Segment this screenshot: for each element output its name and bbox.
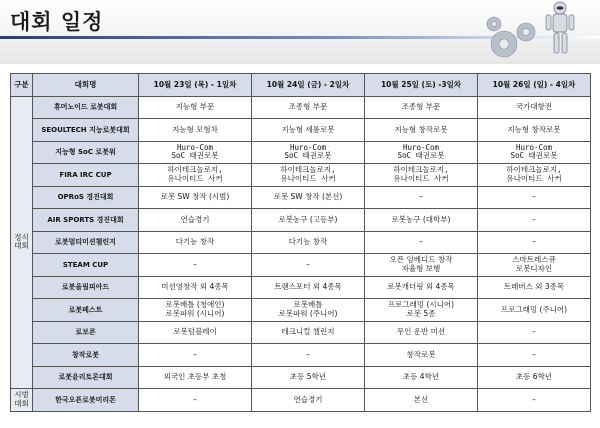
header-contest-name: 대회명 [33,74,139,97]
schedule-cell-day3: 오픈 임베디드 창작 자율형 보행 [365,254,478,277]
table-row [11,186,591,209]
contest-name: 창작로봇 [33,344,139,367]
table-row [11,321,591,344]
contest-name: 로봇멀티미션챌린지 [33,231,139,254]
table-header-row [11,74,591,97]
schedule-cell-day3: 초등 4학년 [365,366,478,389]
schedule-cell-day4: 프로그래밍 (주니어) [478,299,591,322]
schedule-cell-day3: 무인 운반 미션 [365,321,478,344]
schedule-cell-day1: – [139,389,252,412]
schedule-cell-day1: 미션영창작 외 4종목 [139,276,252,299]
schedule-cell-day3: 조종형 부문 [365,96,478,119]
contest-name: 로봇페스트 [33,299,139,322]
schedule-cell-day1: 로봇 SW 창작 (시범) [139,186,252,209]
schedule-cell-day3: 로봇개더링 외 4종목 [365,276,478,299]
contest-name: AIR SPORTS 경진대회 [33,209,139,232]
schedule-cell-day4: 스마트레스큐 로봇디자인 [478,254,591,277]
schedule-cell-day2: 로봇배틀 로봇파워 (주니어) [252,299,365,322]
table-row-demo [11,389,591,412]
schedule-cell-day2: 다기능 창작 [252,231,365,254]
table-row [11,254,591,277]
schedule-cell-day1: 지능형 부문 [139,96,252,119]
header-day1: 10월 23일 (목) - 1일차 [139,74,252,97]
schedule-cell-day1: 로봇배틀 (청애인) 로봇파워 (시니어) [139,299,252,322]
header-day2: 10월 24일 (금) - 2일차 [252,74,365,97]
schedule-cell-day3: – [365,186,478,209]
schedule-cell-day1: 로봇텀블레이 [139,321,252,344]
schedule-cell-day2: 조종형 부문 [252,96,365,119]
schedule-cell-day4: 초등 6학년 [478,366,591,389]
schedule-cell-day4: – [478,321,591,344]
schedule-cell-day3: 본선 [365,389,478,412]
contest-name: 로보콘 [33,321,139,344]
schedule-cell-day3: Huro-Com SoC 태권로봇 [365,141,478,164]
table-row [11,209,591,232]
schedule-cell-day2: 초등 5학년 [252,366,365,389]
schedule-cell-day4: 트래버스 외 3종목 [478,276,591,299]
contest-name: OPRoS 경진대회 [33,186,139,209]
schedule-cell-day4: – [478,344,591,367]
table-row [11,344,591,367]
schedule-cell-day2: 로봇 SW 창작 (본선) [252,186,365,209]
header-day4: 10월 26일 (일) - 4일차 [478,74,591,97]
schedule-cell-day1: 외국인 초등부 초청 [139,366,252,389]
table-row [11,299,591,322]
schedule-cell-day3: 하이테크놀로지, 유나이티드 사커 [365,164,478,187]
schedule-cell-day2: 트랜스포터 외 4종목 [252,276,365,299]
schedule-table-wrapper [10,73,590,412]
schedule-cell-day1: – [139,254,252,277]
table-row [11,276,591,299]
schedule-cell-day2: 테크니컬 챌린지 [252,321,365,344]
schedule-cell-day3: 지능형 창작로봇 [365,119,478,142]
contest-name: 로봇올림피아드 [33,276,139,299]
category-official: 정식 대회 [11,96,33,389]
page-title: 대회 일정 [10,10,104,34]
contest-name: 지능형 SoC 로봇워 [33,141,139,164]
schedule-cell-day2: – [252,344,365,367]
schedule-cell-day4: – [478,231,591,254]
schedule-cell-day3: – [365,231,478,254]
contest-name: FIRA IRC CUP [33,164,139,187]
schedule-cell-day1: 연습경기 [139,209,252,232]
schedule-cell-day2: 지능형 세롬로봇 [252,119,365,142]
schedule-cell-day4: 국가대항전 [478,96,591,119]
schedule-cell-day4: – [478,389,591,412]
table-row [11,366,591,389]
schedule-cell-day4: – [478,186,591,209]
contest-name: STEAM CUP [33,254,139,277]
schedule-cell-day4: – [478,209,591,232]
schedule-cell-day4: 지능형 창작로봇 [478,119,591,142]
schedule-cell-day4: Huro-Com SoC 태권로봇 [478,141,591,164]
schedule-cell-day3: 프로그래밍 (시니어) 로봇 5종 [365,299,478,322]
schedule-cell-day3: 로봇농구 (대학부) [365,209,478,232]
contest-name: 한국오픈로봇미리몬 [33,389,139,412]
schedule-cell-day1: – [139,344,252,367]
schedule-cell-day2: 하이테크놀로지, 유나이티드 사커 [252,164,365,187]
schedule-cell-day1: 지능형 모형차 [139,119,252,142]
schedule-cell-day2: – [252,254,365,277]
table-row [11,231,591,254]
table-row [11,119,591,142]
contest-name: 로봇윤리토론대회 [33,366,139,389]
schedule-cell-day2: 로봇농구 (고등부) [252,209,365,232]
robot-gears-illustration [464,0,594,64]
contest-name: SEOULTECH 지능로봇대회 [33,119,139,142]
table-row [11,141,591,164]
schedule-cell-day2: Huro-Com SoC 태권로봇 [252,141,365,164]
category-demo: 시범 대회 [11,389,33,412]
schedule-cell-day4: 하이테크놀로지, 유나이티드 사커 [478,164,591,187]
header-day3: 10월 25일 (토) -3일차 [365,74,478,97]
schedule-table [10,73,591,412]
schedule-cell-day1: 하이테크놀로지, 유나이티드 사커 [139,164,252,187]
contest-name: 휴머노이드 로봇대회 [33,96,139,119]
header-category: 구분 [11,74,33,97]
schedule-cell-day1: 다기능 창작 [139,231,252,254]
schedule-cell-day2: 연습경기 [252,389,365,412]
schedule-cell-day3: 창작로봇 [365,344,478,367]
table-row [11,164,591,187]
header-banner [0,0,600,64]
table-row [11,96,591,119]
schedule-cell-day1: Huro-Com SoC 태권로봇 [139,141,252,164]
